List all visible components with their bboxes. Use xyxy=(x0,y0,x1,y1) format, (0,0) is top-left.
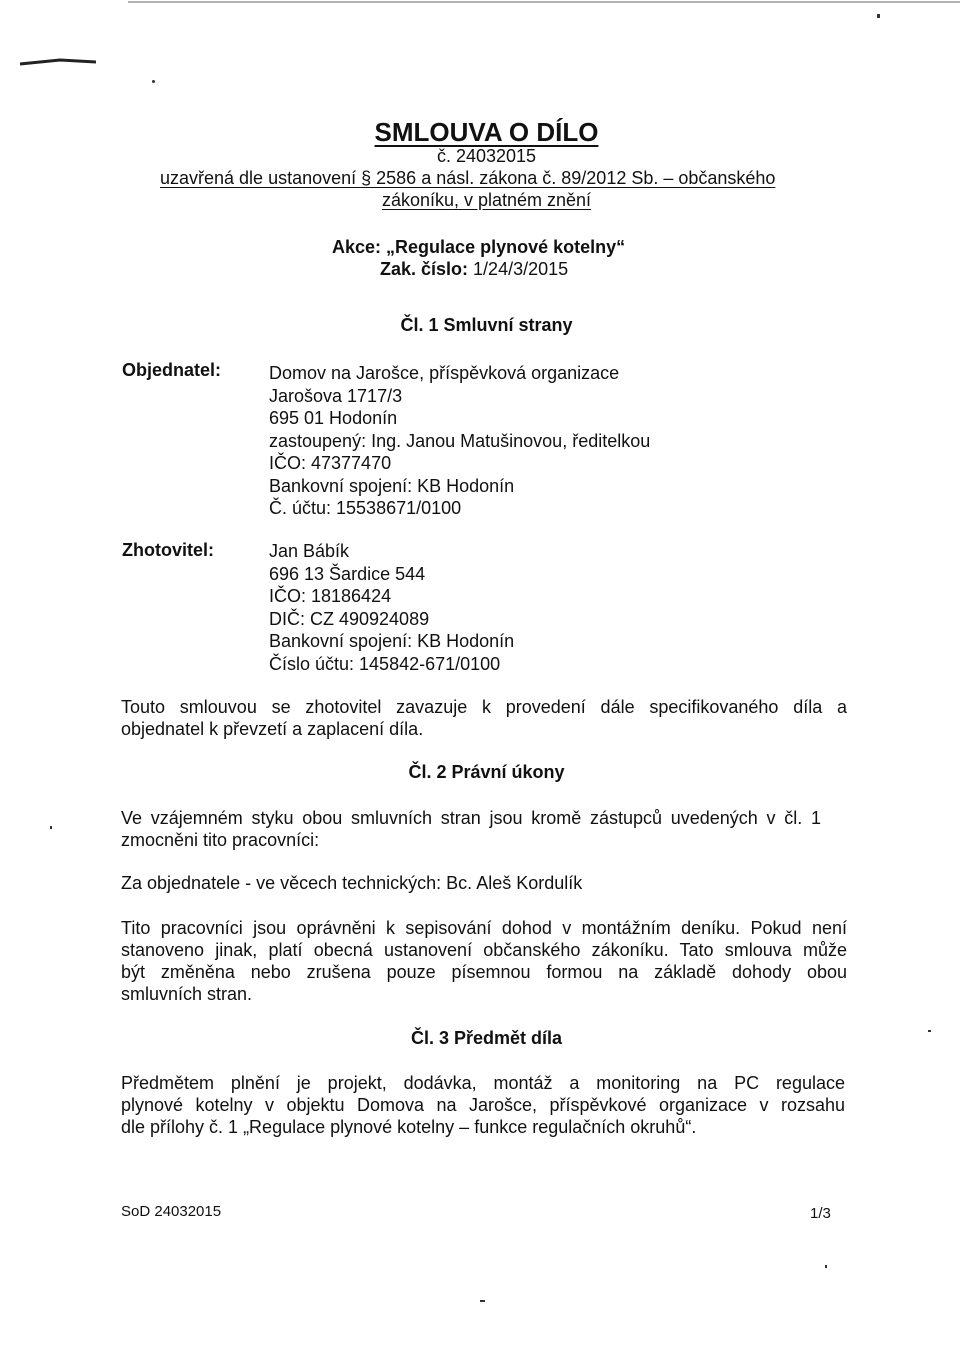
scan-speck xyxy=(928,1030,931,1032)
client-line: Jarošova 1717/3 xyxy=(269,385,403,406)
scan-speck xyxy=(152,80,155,83)
paragraph-line: zmocněni tito pracovníci: xyxy=(121,830,320,850)
section1-heading: Čl. 1 Smluvní strany xyxy=(400,315,573,335)
contractor-line: IČO: 18186424 xyxy=(269,586,392,606)
order-label: Zak. číslo: xyxy=(380,259,469,279)
client-line: Č. účtu: 15538671/0100 xyxy=(269,498,462,518)
paragraph-line: Ve vzájemném styku obou smluvních stran jsou kromě zástupců uvedených v čl. 1 xyxy=(121,808,821,828)
contractor-line: DIČ: CZ 490924089 xyxy=(269,608,430,629)
action-value: „Regulace plynové kotelny“ xyxy=(386,237,626,257)
scan-speck xyxy=(480,1300,485,1302)
scan-corner-mark xyxy=(20,60,96,64)
paragraph-line: být změněna nebo zrušena pouze písemnou formou na základě dohody obou xyxy=(121,962,847,982)
section2-technical-contact: Za objednatele - ve věcech technických: Bc. Aleš Kordulík xyxy=(121,873,583,893)
paragraph-line: stanoveno jinak, platí obecná ustanovení občanského zákoníku. Tato smlouva může xyxy=(121,940,847,960)
document-subtitle-line2: zákoníku, v platném znění xyxy=(381,190,592,210)
scan-speck xyxy=(825,1265,827,1268)
paragraph-line: plynové kotelny v objektu Domova na Jarošce, příspěvkové organizace v rozsahu xyxy=(121,1095,845,1115)
contractor-line: 696 13 Šardice 544 xyxy=(269,563,426,584)
paragraph-line: smluvních stran. xyxy=(121,984,253,1004)
paragraph-line: objednatel k převzetí a zaplacení díla. xyxy=(121,719,424,739)
document-number: č. 24032015 xyxy=(436,146,537,166)
paragraph-line: Předmětem plnění je projekt, dodávka, montáž a monitoring na PC regulace xyxy=(121,1073,845,1093)
contractor-line: Číslo účtu: 145842-671/0100 xyxy=(269,653,501,674)
section2-paragraph3 xyxy=(121,917,847,1005)
order-value: 1/24/3/2015 xyxy=(473,259,569,279)
scan-speck xyxy=(877,14,880,18)
section2-heading: Čl. 2 Právní úkony xyxy=(408,762,565,782)
client-line: Domov na Jarošce, příspěvková organizace xyxy=(269,363,620,383)
scan-artifacts xyxy=(0,0,960,80)
section2-paragraph1 xyxy=(121,807,821,851)
action-label: Akce: xyxy=(332,237,382,257)
footer-page-number: 1/3 xyxy=(810,1205,831,1222)
client-details xyxy=(269,362,650,520)
contractor-label: Zhotovitel: xyxy=(122,540,214,560)
client-line: IČO: 47377470 xyxy=(269,453,392,473)
section3-paragraph xyxy=(121,1072,845,1138)
section1-paragraph xyxy=(121,696,847,740)
footer-doc-id: SoD 24032015 xyxy=(121,1203,222,1220)
document-subtitle-line1: uzavřená dle ustanovení § 2586 a násl. zákona č. 89/2012 Sb. – občanského xyxy=(160,168,776,188)
contractor-details xyxy=(269,540,514,675)
document-title: SMLOUVA O DÍLO xyxy=(374,117,599,147)
client-line: 695 01 Hodonín xyxy=(269,408,398,428)
client-line: zastoupený: Ing. Janou Matušinovou, ředitelkou xyxy=(269,430,651,451)
contractor-line: Jan Bábík xyxy=(269,541,350,561)
client-label: Objednatel: xyxy=(122,360,222,380)
paragraph-line: dle přílohy č. 1 „Regulace plynové kotelny – funkce regulačních okruhů“. xyxy=(121,1117,697,1137)
paragraph-line: Touto smlouvou se zhotovitel zavazuje k provedení dále specifikovaného díla a xyxy=(121,697,847,717)
contractor-line: Bankovní spojení: KB Hodonín xyxy=(269,631,515,651)
client-line: Bankovní spojení: KB Hodonín xyxy=(269,475,515,496)
scan-speck xyxy=(50,826,52,829)
action-line xyxy=(332,237,625,258)
paragraph-line: Tito pracovníci jsou oprávněni k sepisování dohod v montážním deníku. Pokud není xyxy=(121,918,847,938)
section3-heading: Čl. 3 Předmět díla xyxy=(410,1028,563,1048)
order-line xyxy=(380,259,568,280)
